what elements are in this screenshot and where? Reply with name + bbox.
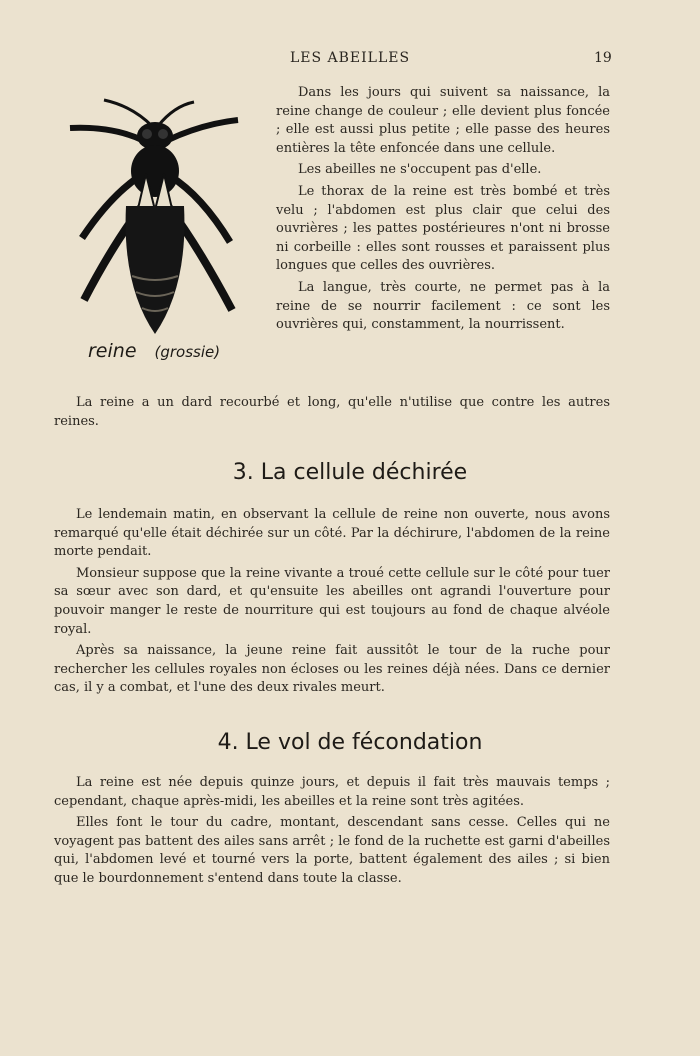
section-4-body [54,774,610,892]
figure-caption [88,340,220,362]
paragraph: La reine est née depuis quinze jours, et depuis il fait très mauvais temps ; cependant, chaque après-midi, les abeilles et la reine sont très agitées. [54,775,610,809]
paragraph: Le lendemain matin, en observant la cellule de reine non ouverte, nous avons remarqué qu'elle était déchirée sur un côté. Par la déchirure, l'abdomen de la reine morte pendait. [54,507,610,560]
continuation-text [54,394,610,434]
paragraph: Après sa naissance, la jeune reine fait aussitôt le tour de la ruche pour rechercher les cellules royales non écloses ou les reines déjà nées. Dans ce dernier cas, il y a combat, et l'une des deux rivales meurt. [54,643,610,696]
queen-bee-figure [62,96,248,386]
paragraph: La reine a un dard recourbé et long, qu'elle n'utilise que contre les autres reines. [54,395,610,429]
paragraph: Elles font le tour du cadre, montant, descendant sans cesse. Celles qui ne voyagent pas battent des ailes sans arrêt ; le fond de la ruchette est garni d'abeilles qui, l'abdomen levé et tourné vers la porte, battent également des ailes ; si bien que le bourdonnement s'entend dans toute la classe. [54,815,610,886]
paragraph: La langue, très courte, ne permet pas à la reine de se nourrir facilement : ce sont les ouvrières qui, constamment, la nourrissent. [276,279,610,333]
paragraph: Monsieur suppose que la reine vivante a troué cette cellule sur le côté pour tuer sa sœur avec son dard, et qu'ensuite les abeilles ont agrandi l'ouverture pour pouvoir manger le reste de nourriture qui est toujours au fond de chaque alvéole royal. [54,565,610,637]
page-number: 19 [594,50,612,66]
paragraph: Dans les jours qui suivent sa naissance, la reine change de couleur ; elle devient plus foncée ; elle est aussi plus petite ; elle passe des heures entières la tête enfoncée dans une cellule. [276,85,610,156]
section-4-heading: 4. Le vol de fécondation [217,730,483,755]
caption-note: (grossie) [154,343,221,361]
bee-illustration-icon [62,96,248,336]
text-column-beside-figure [276,84,610,338]
paragraph: Le thorax de la reine est très bombé et très velu ; l'abdomen est plus clair que celui des ouvrières ; les pattes postérieures n'ont ni brosse ni corbeille : elles sont rousses et paraissent plus longues que celles des ouvrières. [276,183,610,274]
caption-main: reine [88,340,137,362]
section-3-body [54,506,610,701]
running-title: LES ABEILLES [289,50,411,66]
section-3-heading: 3. La cellule déchirée [232,460,468,485]
paragraph: Les abeilles ne s'occupent pas d'elle. [298,162,542,178]
